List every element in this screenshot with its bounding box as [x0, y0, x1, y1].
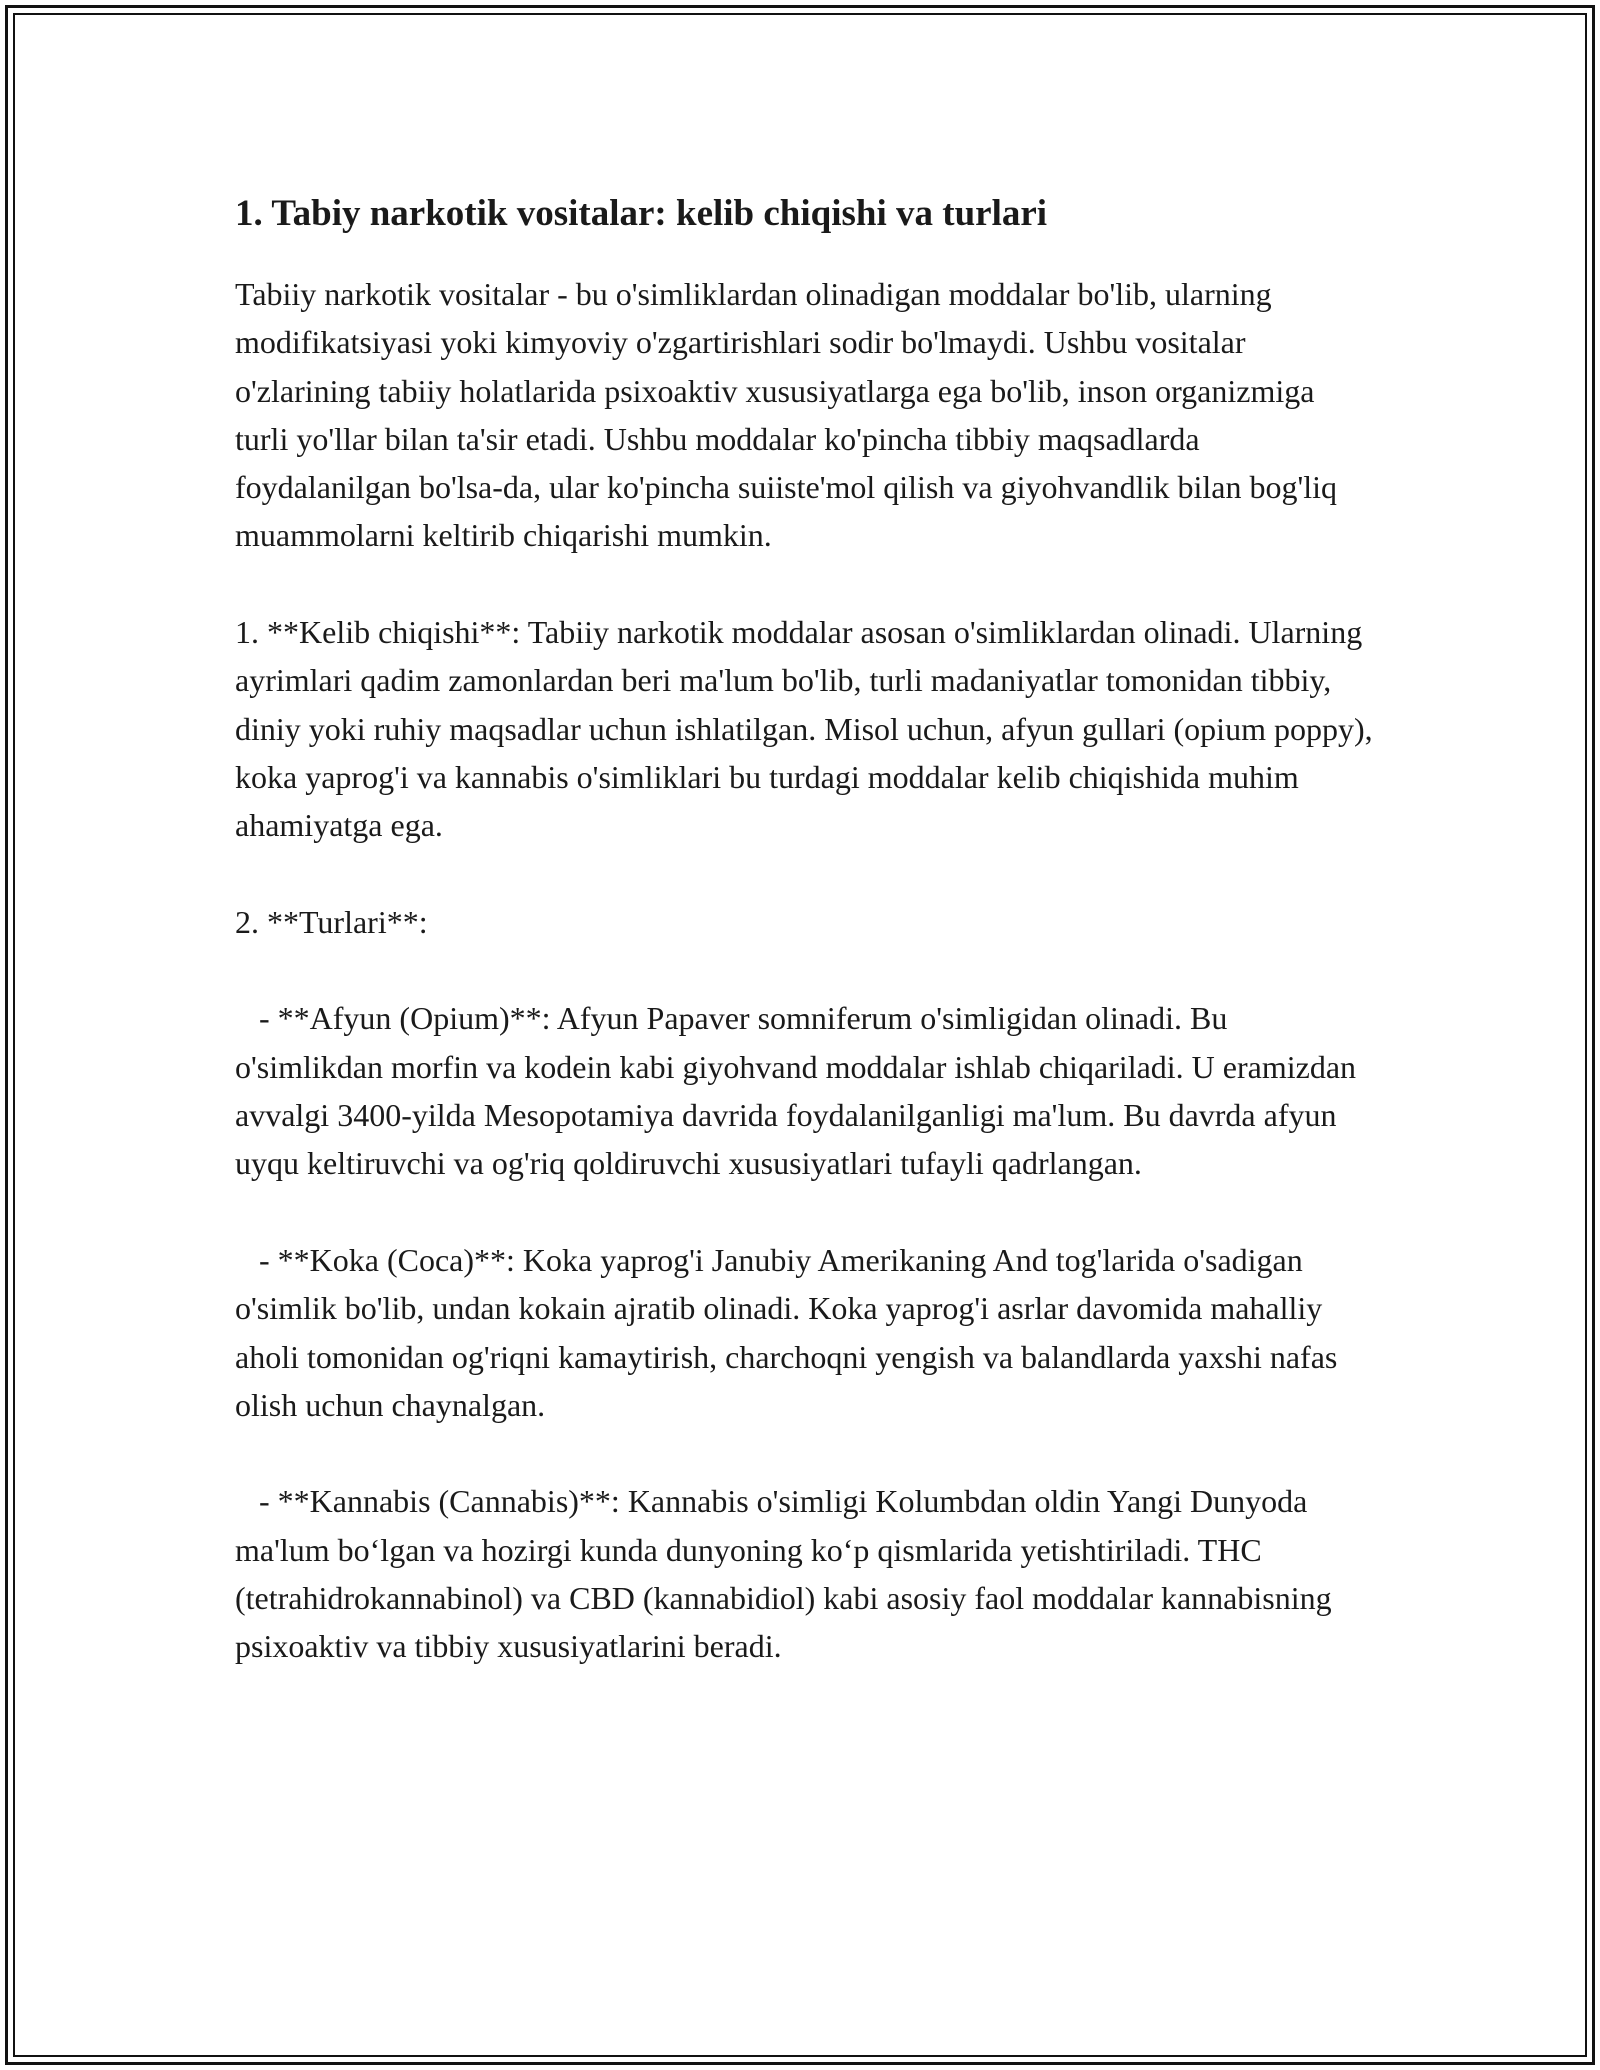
paragraph-spacer: [235, 850, 1375, 898]
paragraph-origin: 1. **Kelib chiqishi**: Tabiiy narkotik moddalar asosan o'simliklardan olinadi. Ularning ayrimlari qadim zamonlardan beri ma'lum bo'lib, turli madaniyatlar tomonidan tibbiy, diniy yoki ruhiy maqsadlar uchun ishlatilgan. Misol uchun, afyun gullari (opium poppy), koka yaprog'i va kannabis o'simliklari bu turdagi moddalar kelib chiqishida muhim ahamiyatga ega.: [235, 614, 1381, 844]
document-title: 1. Tabiy narkotik vositalar: kelib chiqishi va turlari: [235, 193, 1048, 234]
paragraph-types-heading: 2. **Turlari**:: [235, 903, 428, 940]
paragraph-spacer: [235, 1188, 1375, 1236]
paragraph-opium: - **Afyun (Opium)**: Afyun Papaver somniferum o'simligidan olinadi. Bu o'simlikdan morfin va kodein kabi giyohvand moddalar ishlab chiqariladi. U eramizdan avvalgi 3400-yilda Mesopotamiya davrida foydalanilganligi ma'lum. Bu davrda afyun uyqu keltiruvchi va og'riq qoldiruvchi xususiyatlari tufayli qadrlangan.: [235, 1000, 1365, 1182]
paragraph-cannabis: - **Kannabis (Cannabis)**: Kannabis o'simligi Kolumbdan oldin Yangi Dunyoda ma'lum bo‘lgan va hozirgi kunda dunyoning ko‘p qismlarida yetishtiriladi. THC (tetrahidrokannabinol) va CBD (kannabidiol) kabi asosiy faol moddalar kannabisning psixoaktiv va tibbiy xususiyatlarini beradi.: [235, 1483, 1340, 1665]
paragraph-spacer: [235, 560, 1375, 608]
paragraph-intro: Tabiiy narkotik vositalar - bu o'simliklardan olinadigan moddalar bo'lib, ularning modifikatsiyasi yoki kimyoviy o'zgartirishlari sodir bo'lmaydi. Ushbu vositalar o'zlarining tabiiy holatlarida psixoaktiv xususiyatlarga ega bo'lib, inson organizmiga turli yo'llar bilan ta'sir etadi. Ushbu moddalar ko'pincha tibbiy maqsadlarda foydalanilgan bo'lsa-da, ular ko'pincha suiiste'mol qilish va giyohvandlik bilan bog'liq muammolarni keltirib chiqarishi mumkin.: [235, 276, 1345, 554]
document-body: [235, 186, 1381, 1671]
paragraph-coca: - **Koka (Coca)**: Koka yaprog'i Janubiy Amerikaning And tog'larida o'sadigan o'simlik bo'lib, undan kokain ajratib olinadi. Koka yaprog'i asrlar davomida mahalliy aholi tomonidan og'riqni kamaytirish, charchoqni yengish va balandlarda yaxshi nafas olish uchun chaynalgan.: [235, 1241, 1346, 1423]
paragraph-spacer: [235, 1429, 1375, 1477]
paragraph-spacer: [235, 946, 1375, 994]
